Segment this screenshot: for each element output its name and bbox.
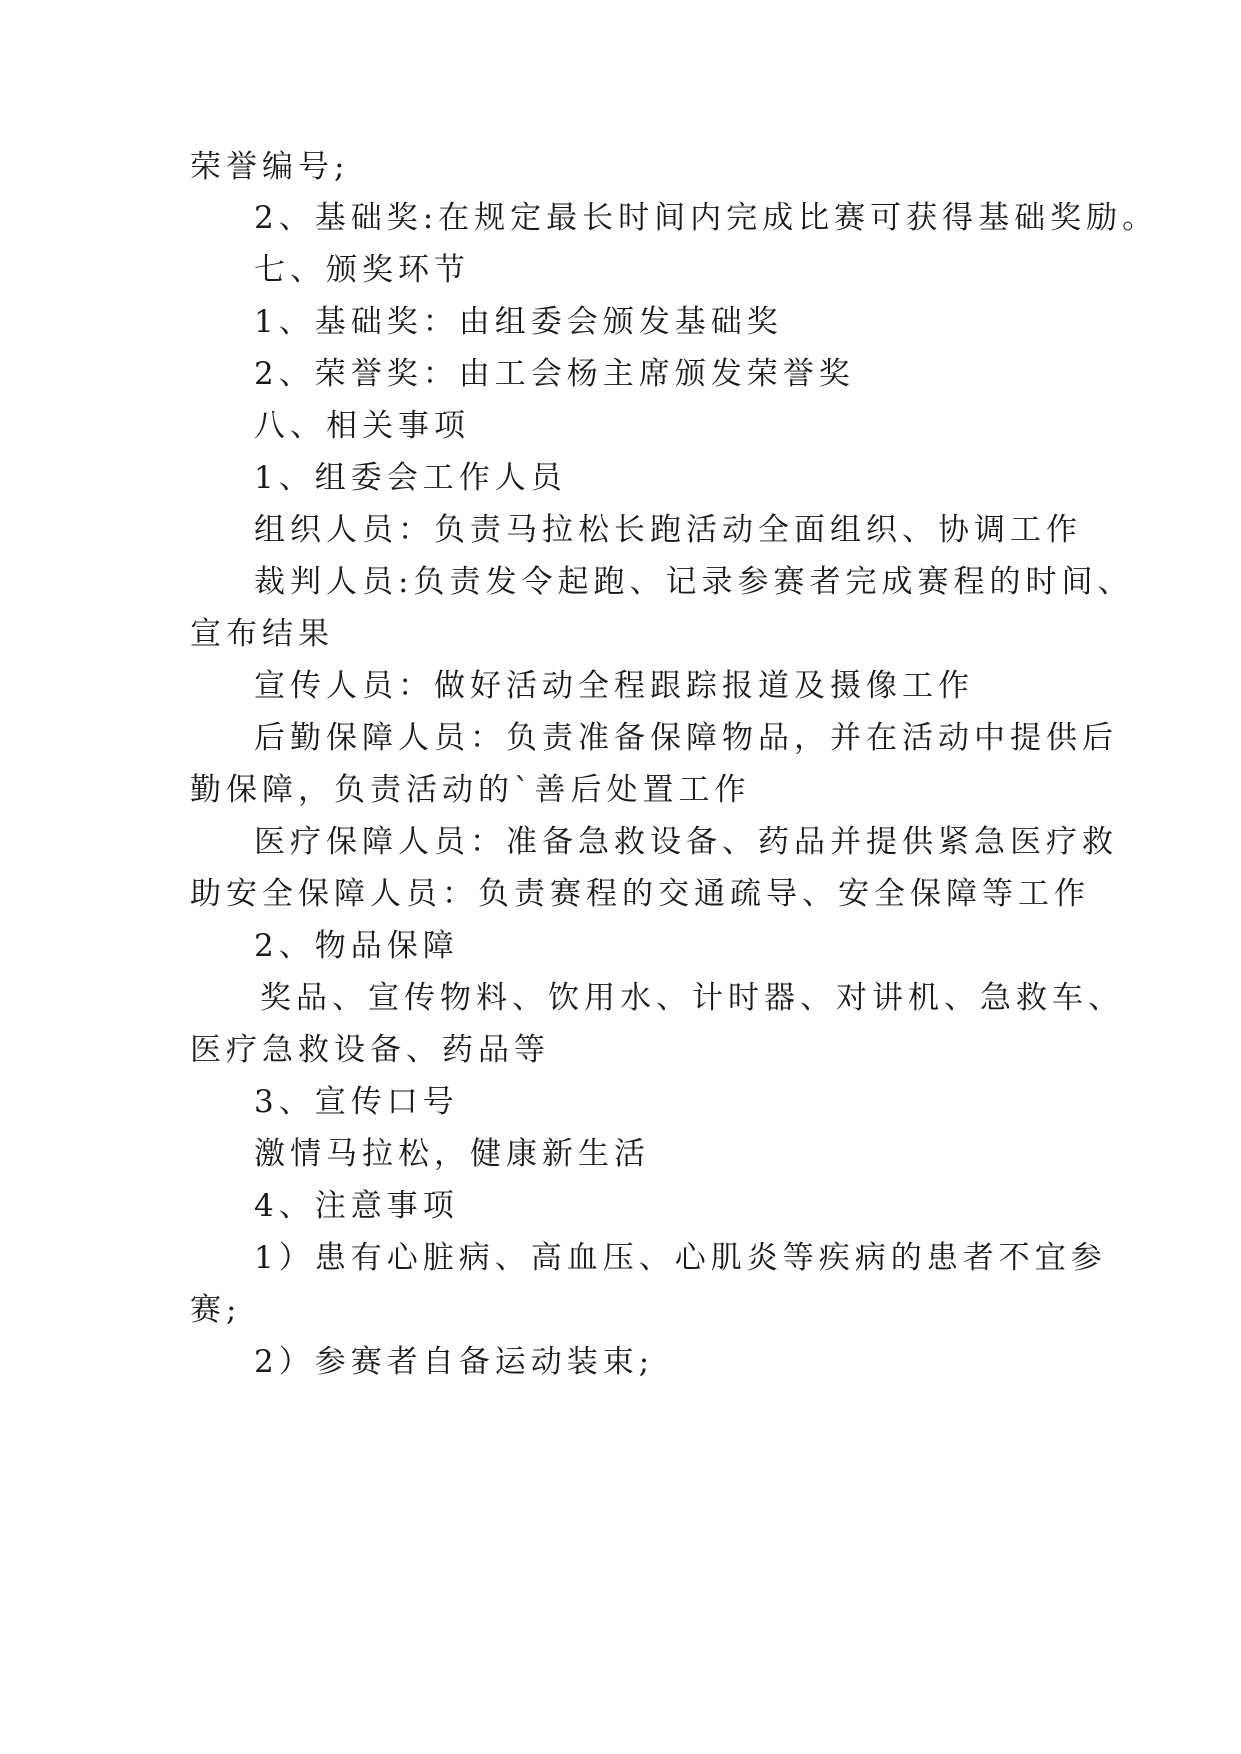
text-line: 奖品、宣传物料、饮用水、计时器、对讲机、急救车、	[260, 980, 1124, 1016]
text-line: 宣传人员：做好活动全程跟踪报道及摄像工作	[254, 668, 974, 704]
text-line: 2、基础奖:在规定最长时间内完成比赛可获得基础奖励。	[254, 200, 1159, 236]
text-line: 医疗急救设备、药品等	[190, 1032, 550, 1068]
text-line: 1、基础奖：由组委会颁发基础奖	[254, 304, 783, 340]
text-line: 助安全保障人员：负责赛程的交通疏导、安全保障等工作	[190, 876, 1090, 912]
text-line: 宣布结果	[190, 616, 334, 652]
text-line: 1）患有心脏病、高血压、心肌炎等疾病的患者不宜参	[254, 1240, 1107, 1276]
subsection-heading: 1、组委会工作人员	[254, 460, 567, 496]
section-heading: 八、相关事项	[254, 408, 470, 444]
text-line: 2）参赛者自备运动装束;	[254, 1344, 655, 1380]
text-line: 勤保障，负责活动的`善后处置工作	[190, 772, 751, 808]
text-line: 荣誉编号;	[190, 149, 350, 185]
subsection-heading: 3、宣传口号	[254, 1084, 459, 1120]
subsection-heading: 2、物品保障	[254, 928, 459, 964]
text-line: 组织人员：负责马拉松长跑活动全面组织、协调工作	[254, 512, 1082, 548]
subsection-heading: 4、注意事项	[254, 1188, 459, 1224]
text-line: 后勤保障人员：负责准备保障物品，并在活动中提供后	[254, 720, 1118, 756]
text-line: 医疗保障人员：准备急救设备、药品并提供紧急医疗救	[254, 824, 1118, 860]
text-line: 2、荣誉奖：由工会杨主席颁发荣誉奖	[254, 356, 855, 392]
text-line: 赛;	[190, 1292, 242, 1328]
section-heading: 七、颁奖环节	[254, 252, 470, 288]
text-line: 激情马拉松，健康新生活	[254, 1136, 650, 1172]
text-line: 裁判人员:负责发令起跑、记录参赛者完成赛程的时间、	[254, 564, 1134, 600]
